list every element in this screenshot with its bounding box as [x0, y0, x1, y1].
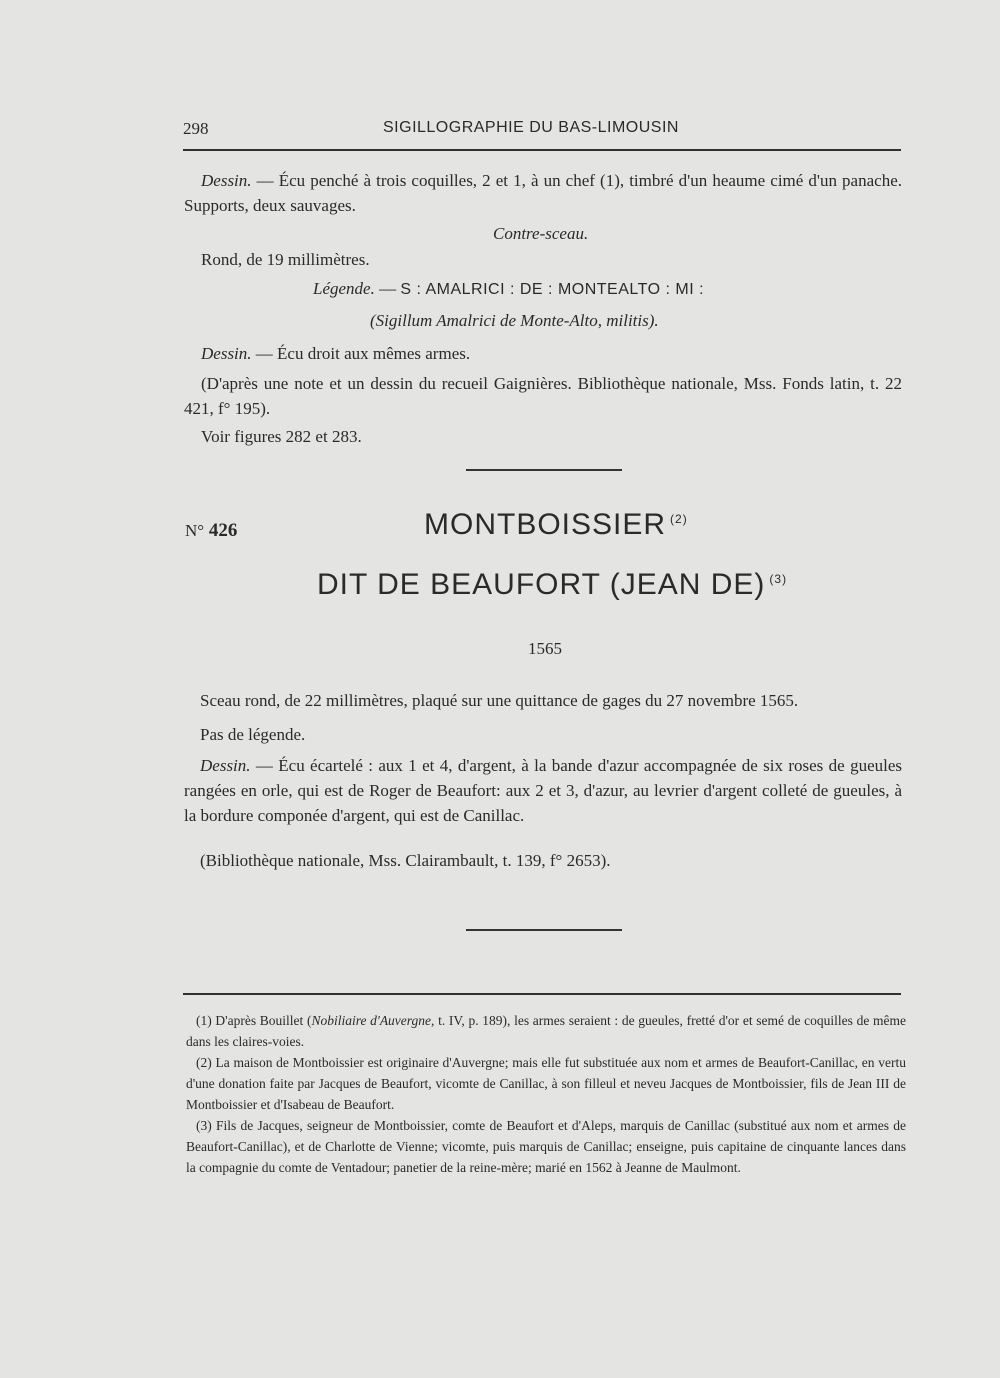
dessin-paragraph-1 — [184, 168, 902, 218]
entry-dessin-label: Dessin. — [200, 756, 251, 775]
footnote-ref-3: (3) — [769, 572, 788, 586]
dessin-label-2: Dessin. — [201, 344, 252, 363]
footnote-rule — [183, 993, 901, 995]
header-rule — [183, 149, 901, 151]
footnote-ref-2: (2) — [670, 512, 688, 526]
legende-line: Légende. — S : AMALRICI : DE : MONTEALTO : MI : — [313, 279, 705, 298]
sceau-line: Sceau rond, de 22 millimètres, plaqué sur une quittance de gages du 27 novembre 1565. — [200, 691, 799, 710]
running-title: SIGILLOGRAPHIE DU BAS-LIMOUSIN — [383, 119, 679, 136]
dessin-text-2: — Écu droit aux mêmes armes. — [251, 344, 471, 363]
rond-line: Rond, de 19 millimètres. — [201, 250, 370, 269]
entry-source: (Bibliothèque nationale, Mss. Clairambault, t. 139, f° 2653). — [200, 851, 611, 870]
section-divider — [466, 469, 622, 471]
entry-dessin-paragraph — [184, 753, 902, 828]
entry-title-line2: DIT DE BEAUFORT (JEAN DE) $^{(3)}$ — [317, 568, 788, 601]
entry-title-line1: MONTBOISSIER $^{(2)}$ — [424, 508, 688, 541]
section-divider-2 — [466, 929, 622, 931]
dessin-label: Dessin. — [201, 171, 252, 190]
pas-de-legende: Pas de légende. — [200, 725, 306, 744]
legende-label: Légende. — [313, 279, 375, 298]
legende-text: S : AMALRICI : DE : MONTEALTO : MI : — [400, 281, 705, 298]
contre-sceau-heading: Contre-sceau. — [493, 224, 589, 243]
entry-number — [185, 520, 237, 542]
footnote-1-title: Nobiliaire d'Auvergne — [311, 1013, 432, 1028]
entry-dessin-text: — Écu écartelé : aux 1 et 4, d'argent, à la bande d'azur accompagnée de six roses de gueules rangées en orle, qui est de Roger de Beaufort: aux 2 et 3, d'azur, au levrier d'argent colleté de gueules, à la bordure componée d'argent, qui est de Canillac. — [184, 756, 902, 825]
footnote-2: (2) La maison de Montboissier est originaire d'Auvergne; mais elle fut substituée aux nom et armes de Beaufort-Canillac, en vertu d'une donation faite par Jacques de Beaufort, vicomte de Canillac, à son filleul et neveu Jacques de Montboissier, fils de Jean III de Montboissier et d'Isabeau de Beaufort. — [186, 1055, 906, 1112]
footnote-1: (1) D'après Bouillet (Nobiliaire d'Auvergne, t. IV, p. 189), les armes seraient : de gueules, fretté d'or et semé de coquilles de même dans les claires-voies. — [186, 1013, 906, 1049]
entry-number-value: 426 — [208, 520, 238, 541]
dessin-text: — Écu penché à trois coquilles, 2 et 1, à un chef (1), timbré d'un heaume cimé d'un panache. Supports, deux sauvages. — [184, 171, 902, 215]
dessin-paragraph-2 — [201, 341, 470, 366]
legende-latin: (Sigillum Amalrici de Monte-Alto, militis). — [370, 311, 659, 330]
entry-year: 1565 — [528, 639, 562, 658]
voir-line: Voir figures 282 et 283. — [201, 427, 362, 446]
footnote-3: (3) Fils de Jacques, seigneur de Montboissier, comte de Beaufort et d'Aleps, marquis de Canillac (substitué aux nom et armes de Beaufort-Canillac), et de Charlotte de Vienne; vicomte, puis marquis de Canillac; enseigne, puis capitaine de cinquante lances dans la compagnie du comte de Ventadour; panetier de la reine-mère; marié en 1562 à Jeanne de Maulmont. — [186, 1118, 906, 1175]
source-paragraph: (D'après une note et un dessin du recueil Gaignières. Bibliothèque nationale, Mss. Fonds latin, t. 22 421, f° 195). — [184, 374, 902, 418]
entry-number-prefix: N° — [185, 521, 205, 540]
page-number: 298 — [183, 119, 209, 138]
